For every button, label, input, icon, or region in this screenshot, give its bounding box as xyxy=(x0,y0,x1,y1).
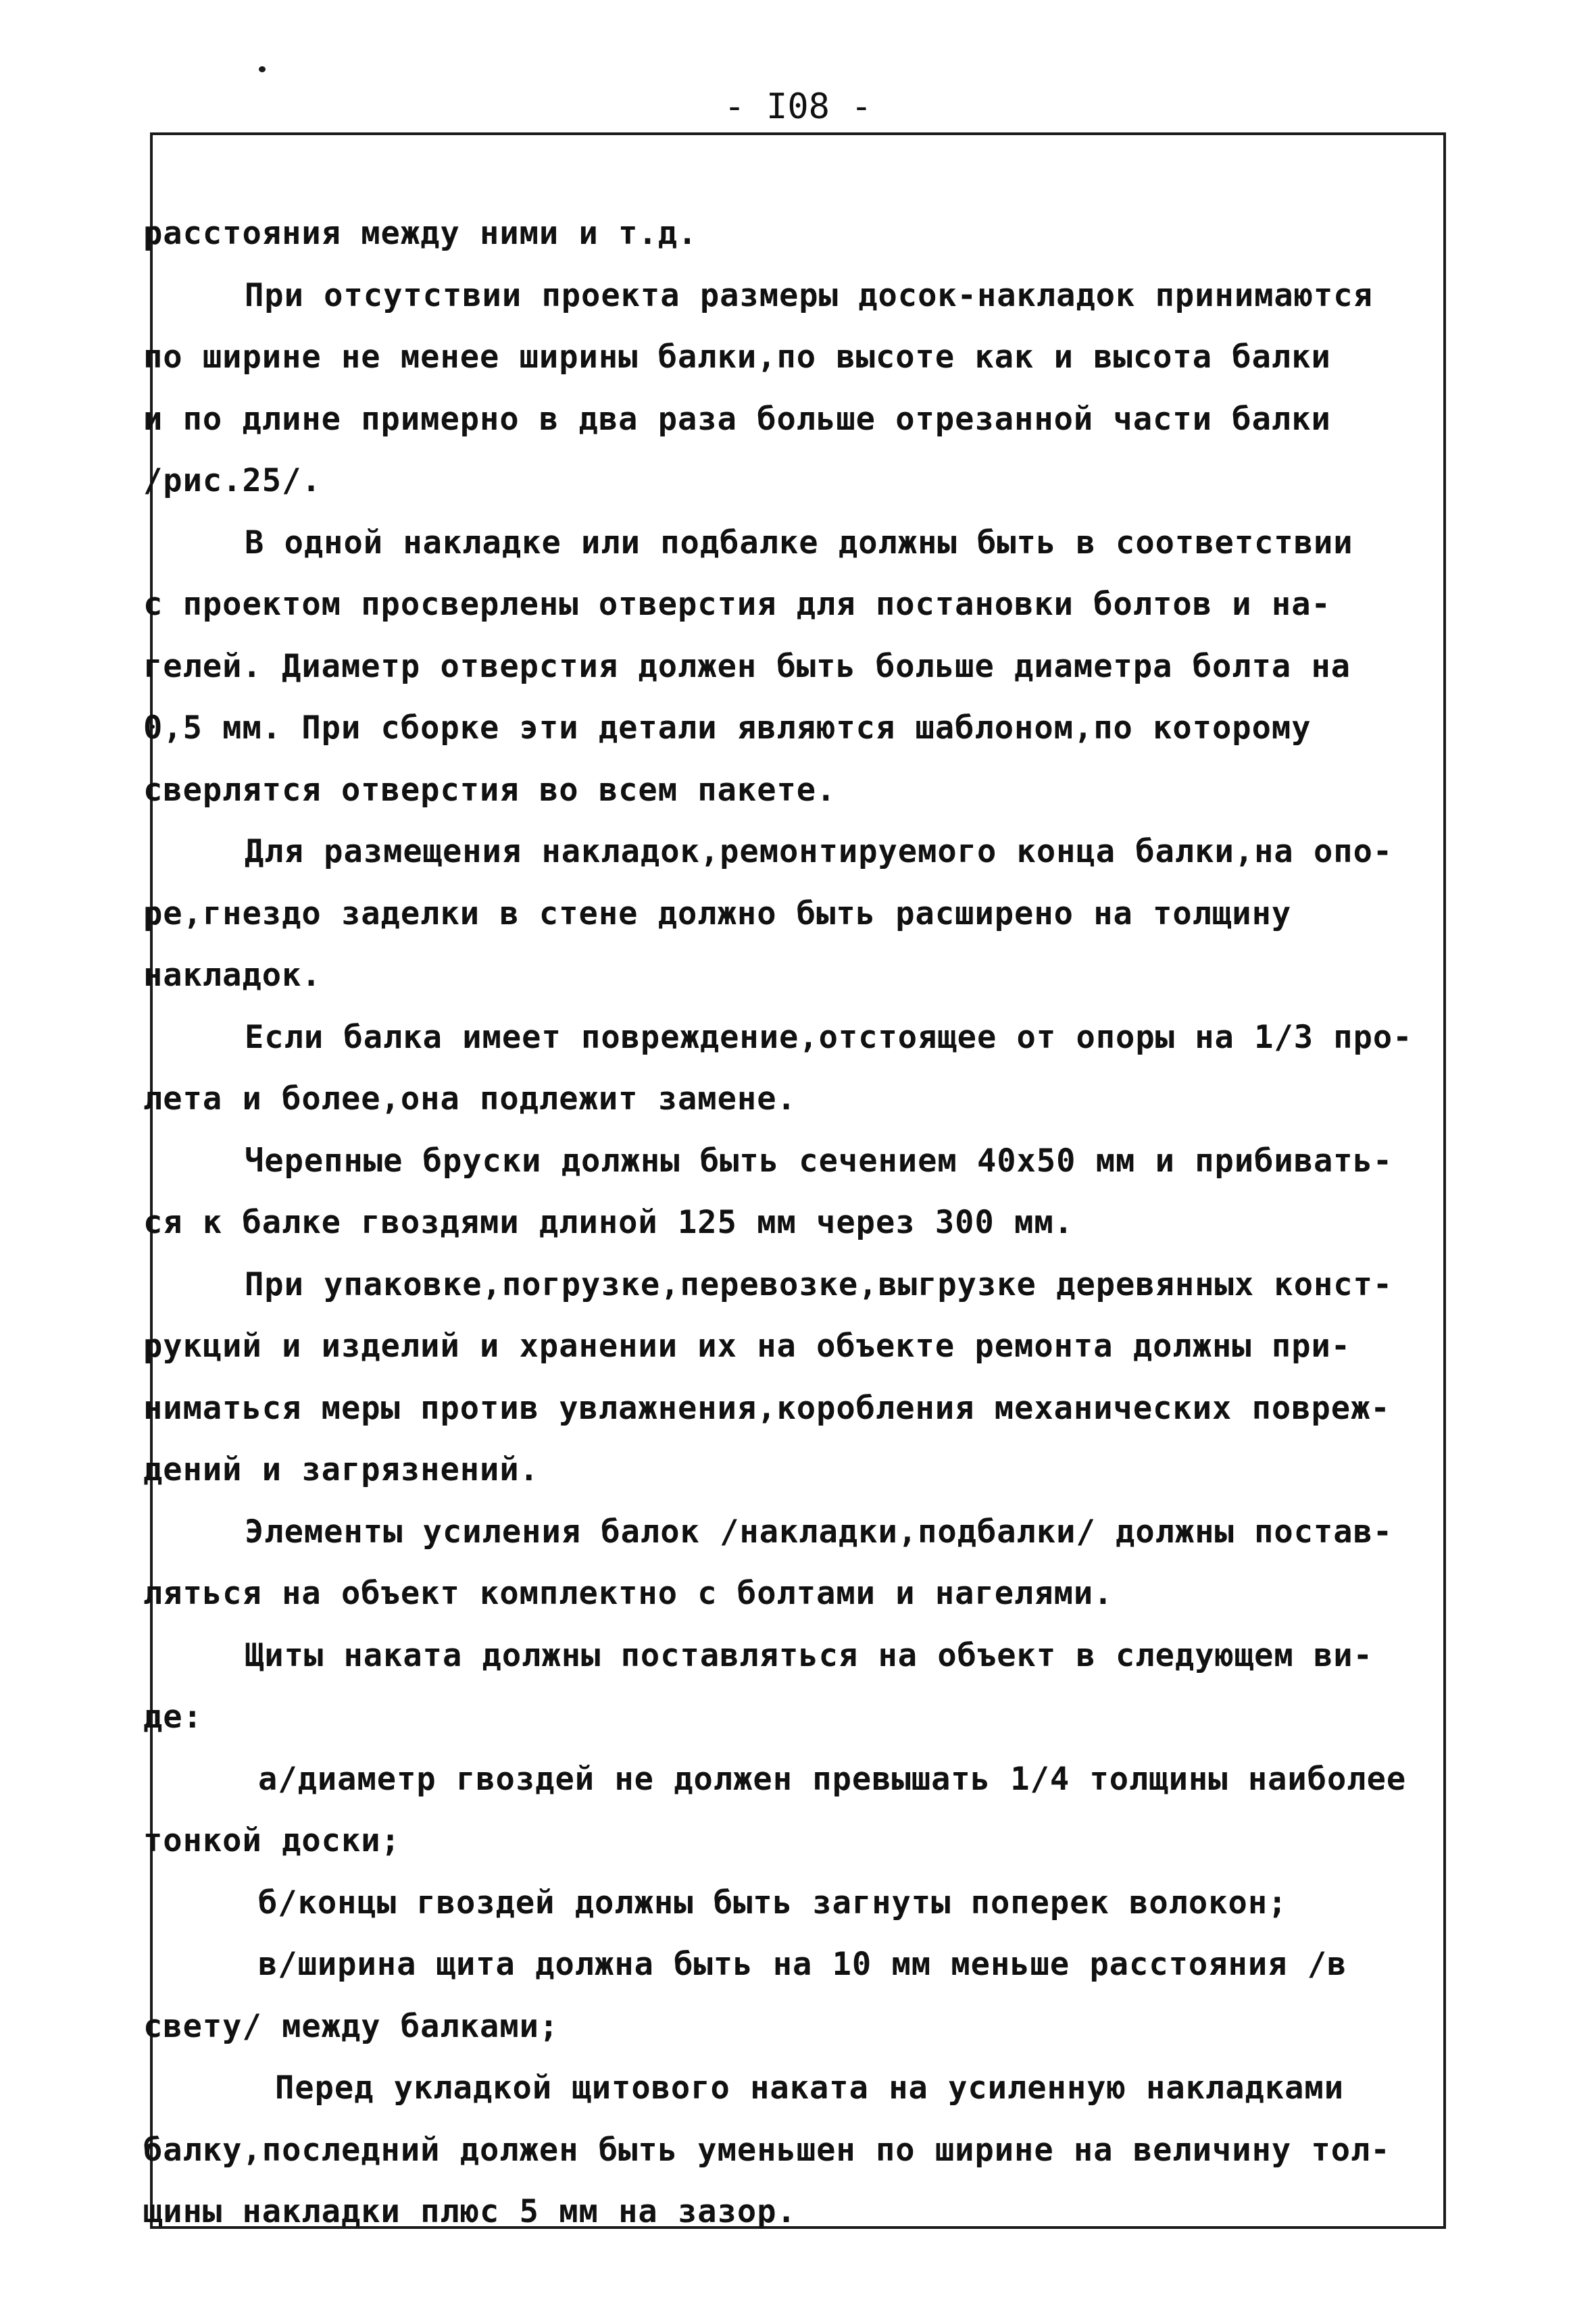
text-line: /рис.25/. xyxy=(143,462,322,499)
text-line: лета и более,она подлежит замене. xyxy=(143,1080,797,1117)
text-line: накладок. xyxy=(143,957,322,994)
text-line: В одной накладке или подбалке должны быть в соответствии xyxy=(245,524,1353,561)
text-line: При отсутствии проекта размеры досок-накладок принимаются xyxy=(245,276,1373,314)
page-number: - I08 - xyxy=(724,86,872,127)
text-line: Щиты наката должны поставляться на объект в следующем ви- xyxy=(245,1636,1373,1674)
text-line: де: xyxy=(143,1699,203,1736)
text-line: 0,5 мм. При сборке эти детали являются шаблоном,по которому xyxy=(143,709,1312,747)
text-line: ляться на объект комплектно с болтами и нагелями. xyxy=(143,1575,1114,1612)
text-line: щины накладки плюс 5 мм на зазор. xyxy=(143,2193,797,2230)
text-line: свету/ между балками; xyxy=(143,2007,559,2045)
text-line: Элементы усиления балок /накладки,подбалки/ должны постав- xyxy=(245,1513,1393,1551)
text-line: в/ширина щита должна быть на 10 мм меньше расстояния /в xyxy=(258,1946,1347,1983)
ink-speck xyxy=(259,66,266,72)
text-line: б/концы гвоздей должны быть загнуты поперек волокон; xyxy=(258,1884,1288,1921)
text-line: по ширине не менее ширины балки,по высоте как и высота балки xyxy=(143,338,1331,376)
text-line: и по длине примерно в два раза больше отрезанной части балки xyxy=(143,400,1331,438)
text-line: При упаковке,погрузке,перевозке,выгрузке деревянных конст- xyxy=(245,1265,1393,1303)
text-line: рукций и изделий и хранении их на объекте ремонта должны при- xyxy=(143,1328,1351,1365)
text-line: дений и загрязнений. xyxy=(143,1451,539,1488)
text-line: ся к балке гвоздями длиной 125 мм через 300 мм. xyxy=(143,1204,1074,1241)
text-line: Если балка имеет повреждение,отстоящее от опоры на 1/3 про- xyxy=(245,1018,1413,1056)
text-line: Перед укладкой щитового наката на усиленную накладками xyxy=(275,2069,1345,2107)
text-line: балку,последний должен быть уменьшен по ширине на величину тол- xyxy=(143,2131,1391,2169)
text-line: расстояния между ними и т.д. xyxy=(143,215,698,252)
text-line: а/диаметр гвоздей не должен превышать 1/4 толщины наиболее xyxy=(258,1760,1407,1798)
text-line: с проектом просверлены отверстия для постановки болтов и на- xyxy=(143,586,1331,623)
text-line: сверлятся отверстия во всем пакете. xyxy=(143,771,837,809)
body-text xyxy=(143,203,1454,2243)
text-line: гелей. Диаметр отверстия должен быть больше диаметра болта на xyxy=(143,647,1351,685)
text-line: Для размещения накладок,ремонтируемого конца балки,на опо- xyxy=(245,833,1393,870)
text-line: тонкой доски; xyxy=(143,1822,401,1859)
text-line: ниматься меры против увлажнения,коробления механических повреж- xyxy=(143,1389,1391,1427)
text-line: Черепные бруски должны быть сечением 40х50 мм и прибивать- xyxy=(245,1142,1393,1180)
text-line: ре,гнездо заделки в стене должно быть расширено на толщину xyxy=(143,895,1292,932)
